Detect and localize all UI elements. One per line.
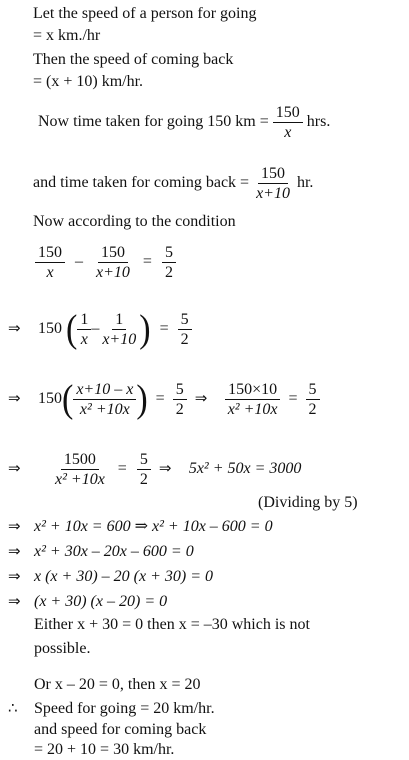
fraction-2 bbox=[173, 380, 187, 419]
time-back-unit: hr. bbox=[296, 174, 314, 192]
right-paren: ) bbox=[136, 377, 148, 421]
condition-line: Now according to the condition bbox=[33, 213, 236, 230]
step-text: x (x + 30) – 20 (x + 30) = 0 bbox=[34, 568, 214, 585]
implies-icon: ⇒ bbox=[8, 542, 21, 560]
denominator: 2 bbox=[164, 264, 173, 281]
step-9: = 20 + 10 = 30 km/hr. bbox=[34, 741, 175, 758]
equation-result: 5x² + 50x = 3000 bbox=[188, 460, 302, 478]
time-going-fraction bbox=[273, 103, 303, 142]
implies-icon: ⇒ bbox=[194, 389, 208, 408]
time-back-fraction bbox=[253, 164, 293, 203]
numerator: 5 bbox=[173, 380, 187, 400]
denominator: 2 bbox=[139, 471, 148, 488]
left-paren: ( bbox=[62, 377, 74, 421]
fraction-4 bbox=[306, 380, 320, 419]
step-8: and speed for coming back bbox=[34, 721, 207, 738]
numerator: 1 bbox=[77, 310, 91, 330]
equation-3 bbox=[8, 377, 320, 421]
implies-icon: ⇒ bbox=[8, 319, 21, 338]
fraction-numerator: 150 bbox=[273, 103, 303, 123]
coefficient: 150 bbox=[38, 390, 62, 408]
fraction-3 bbox=[162, 243, 176, 282]
therefore-icon: ∴ bbox=[8, 699, 18, 717]
numerator: 1 bbox=[112, 310, 126, 330]
equation-1 bbox=[35, 243, 176, 282]
numerator: 5 bbox=[137, 450, 151, 470]
right-paren: ) bbox=[139, 307, 151, 351]
fraction-1 bbox=[77, 310, 91, 349]
denominator: x+10 bbox=[96, 264, 130, 281]
step-6: Or x – 20 = 0, then x = 20 bbox=[34, 676, 201, 693]
fraction-numerator: 150 bbox=[258, 164, 288, 184]
minus-sign: – bbox=[91, 320, 100, 338]
fraction-denominator: x bbox=[284, 124, 292, 141]
equals-sign: = bbox=[155, 390, 165, 408]
implies-icon: ⇒ bbox=[158, 459, 172, 478]
step-text: x² + 30x – 20x – 600 = 0 bbox=[34, 543, 194, 560]
denominator: 2 bbox=[308, 401, 317, 418]
implies-icon: ⇒ bbox=[8, 517, 21, 535]
equation-4 bbox=[8, 450, 301, 489]
denominator: x² +10x bbox=[227, 401, 278, 418]
text-line-3: Then the speed of coming back bbox=[33, 51, 234, 68]
fraction-3 bbox=[178, 310, 192, 349]
minus-sign: – bbox=[75, 253, 83, 271]
step-2 bbox=[8, 541, 194, 562]
numerator: 5 bbox=[162, 243, 176, 263]
time-back-text: and time taken for coming back = bbox=[33, 174, 250, 192]
step-7 bbox=[8, 698, 215, 719]
fraction-1 bbox=[52, 450, 108, 489]
denominator: x² +10x bbox=[79, 401, 130, 418]
denominator: 2 bbox=[180, 331, 189, 348]
denominator: x+10 bbox=[102, 331, 137, 348]
fraction-2 bbox=[93, 243, 133, 282]
fraction-2 bbox=[99, 310, 139, 349]
numerator: 150×10 bbox=[225, 380, 280, 400]
implies-icon: ⇒ bbox=[8, 389, 21, 408]
numerator: x+10 – x bbox=[73, 380, 136, 400]
equals-sign: = bbox=[142, 253, 152, 271]
numerator: 5 bbox=[306, 380, 320, 400]
step-3 bbox=[8, 566, 213, 587]
denominator: x² +10x bbox=[55, 471, 105, 488]
denominator: x bbox=[80, 331, 88, 348]
numerator: 150 bbox=[35, 243, 65, 263]
left-paren: ( bbox=[66, 307, 78, 351]
equation-2 bbox=[8, 307, 192, 351]
step-1 bbox=[8, 516, 273, 537]
time-going-unit: hrs. bbox=[306, 113, 331, 131]
step-text: x² + 10x = 600 ⇒ x² + 10x – 600 = 0 bbox=[34, 518, 273, 535]
implies-icon: ⇒ bbox=[8, 592, 21, 610]
coefficient: 150 bbox=[38, 320, 62, 338]
step-text: Speed for going = 20 km/hr. bbox=[34, 700, 215, 717]
fraction-1 bbox=[35, 243, 65, 282]
step-4 bbox=[8, 591, 167, 612]
text-line-4: = (x + 10) km/hr. bbox=[33, 73, 144, 90]
numerator: 150 bbox=[98, 243, 128, 263]
dividing-note: (Dividing by 5) bbox=[258, 494, 358, 511]
fraction-1 bbox=[73, 380, 136, 419]
denominator: 2 bbox=[175, 401, 184, 418]
fraction-2 bbox=[137, 450, 151, 489]
fraction-3 bbox=[225, 380, 281, 419]
numerator: 5 bbox=[178, 310, 192, 330]
implies-icon: ⇒ bbox=[8, 567, 21, 585]
denominator: x bbox=[46, 264, 54, 281]
time-back-line bbox=[33, 164, 313, 203]
equals-sign: = bbox=[159, 320, 169, 338]
time-going-line bbox=[38, 103, 330, 142]
step-5a: Either x + 30 = 0 then x = –30 which is not bbox=[34, 616, 310, 633]
step-text: (x + 30) (x – 20) = 0 bbox=[34, 593, 168, 610]
time-going-text: Now time taken for going 150 km = bbox=[38, 113, 269, 131]
text-line-2: = x km./hr bbox=[33, 27, 101, 44]
equals-sign: = bbox=[288, 390, 298, 408]
implies-icon: ⇒ bbox=[8, 459, 21, 478]
step-5b: possible. bbox=[34, 640, 91, 657]
equals-sign: = bbox=[117, 460, 127, 478]
text-line-1: Let the speed of a person for going bbox=[33, 5, 257, 22]
numerator: 1500 bbox=[61, 450, 99, 470]
fraction-denominator: x+10 bbox=[256, 185, 290, 202]
